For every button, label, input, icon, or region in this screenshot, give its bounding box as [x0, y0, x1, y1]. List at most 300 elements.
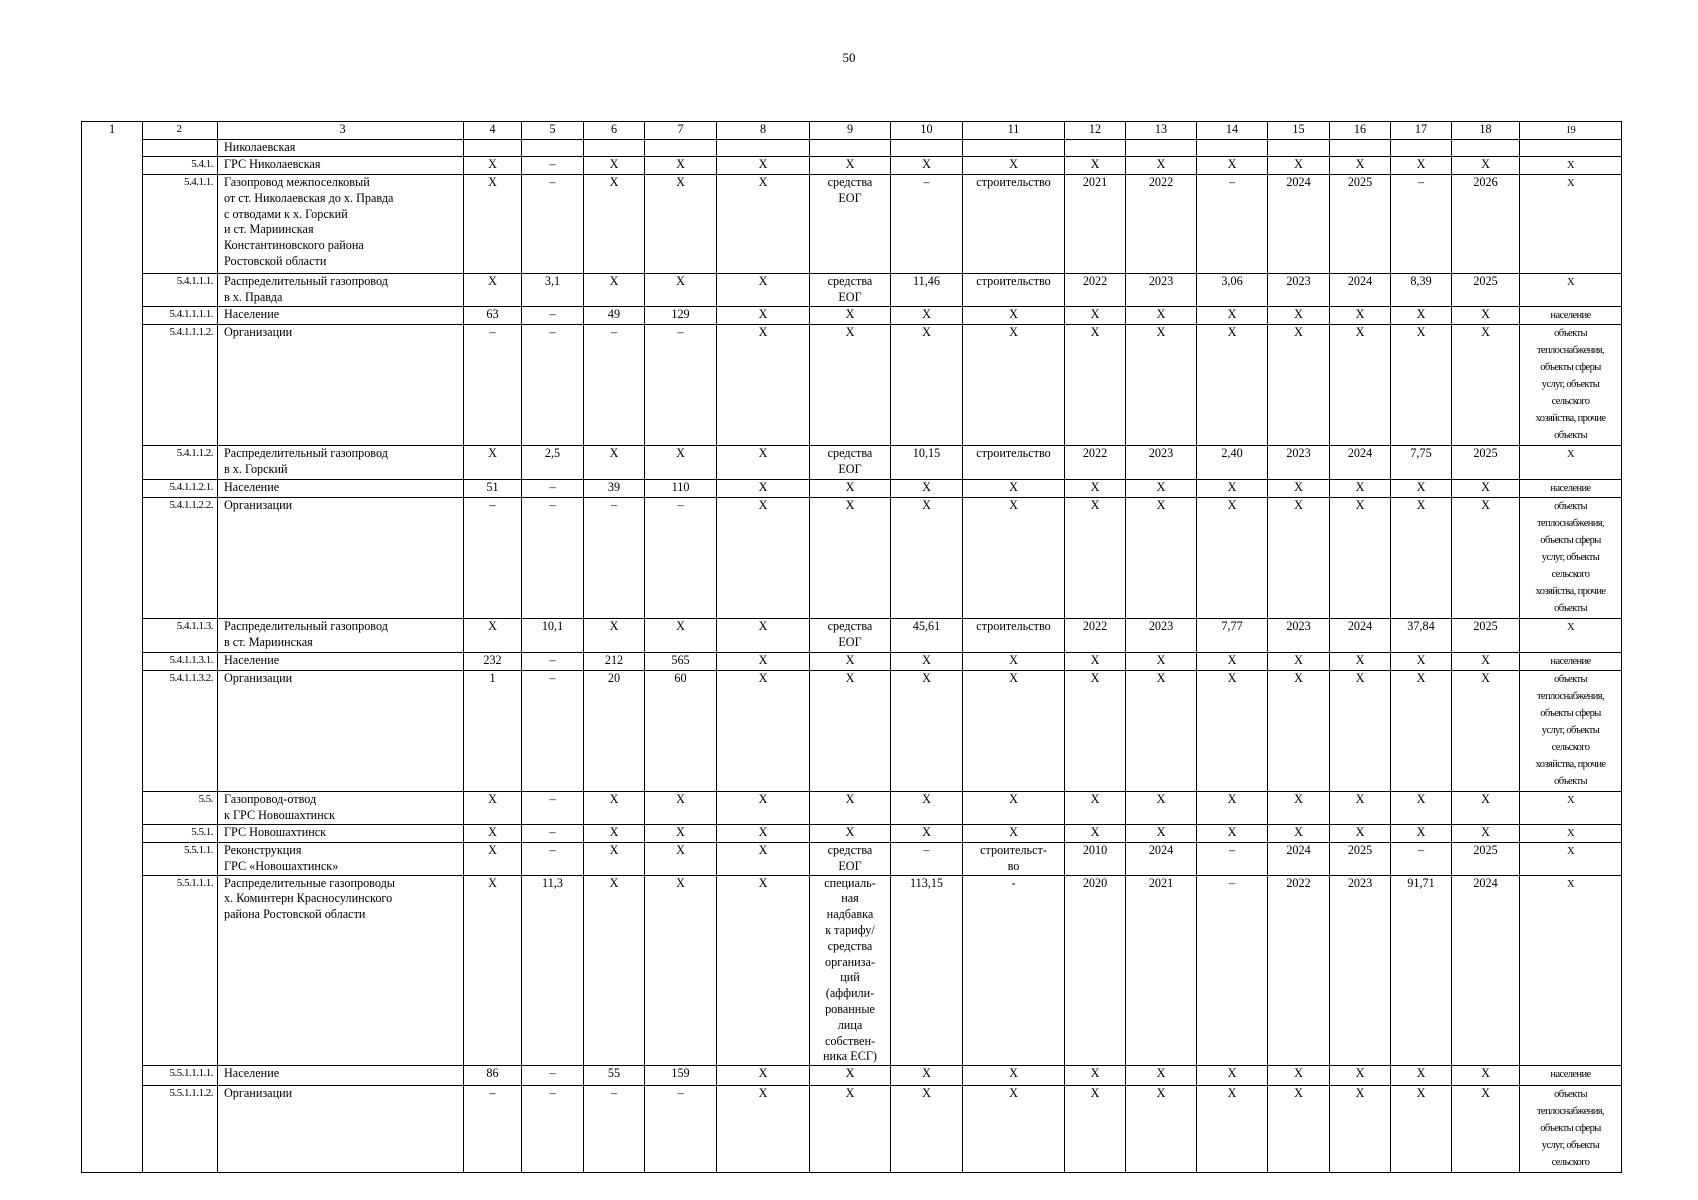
table-cell-col-8: Х [717, 325, 810, 446]
table-cell-col-5: – [522, 157, 584, 175]
table-cell-col-8: Х [717, 480, 810, 498]
table-cell-col-17: Х [1391, 825, 1452, 843]
table-cell-col-5: 11,3 [522, 875, 584, 1066]
row-name: Распределительные газопроводы х. Коминтерн Красносулинского района Ростовской области [218, 875, 464, 1066]
table-cell-col-10 [891, 140, 963, 157]
table-cell-col-13: Х [1126, 157, 1197, 175]
table-cell-col-10: Х [891, 792, 963, 825]
table-cell-col-7: Х [645, 825, 717, 843]
table-cell-col-16: Х [1330, 498, 1391, 619]
header-cell: 7 [645, 122, 717, 140]
table-cell-col-11: строительство [963, 619, 1065, 653]
table-cell-col-19: Х [1520, 175, 1622, 274]
table-cell-col-9: средства ЕОГ [810, 274, 891, 307]
table-cell-col-18: Х [1452, 498, 1520, 619]
header-cell: 2 [143, 122, 218, 140]
table-cell-col-8: Х [717, 274, 810, 307]
table-cell-col-14: – [1197, 175, 1268, 274]
row-name: Организации [218, 1086, 464, 1173]
table-cell-col-5: – [522, 671, 584, 792]
table-cell-col-19: население [1520, 307, 1622, 325]
table-cell-col-9: специаль- ная надбавка к тарифу/ средства организа- ций (аффили- рованные лица собствен- ника ЕСГ) [810, 875, 891, 1066]
table-cell-col-5: – [522, 175, 584, 274]
table-cell-col-14: Х [1197, 325, 1268, 446]
header-row [82, 122, 1622, 140]
table-cell-col-14: Х [1197, 1066, 1268, 1086]
table-cell-col-4: – [464, 325, 522, 446]
table-cell-col-16: Х [1330, 307, 1391, 325]
table-cell-col-16: 2023 [1330, 875, 1391, 1066]
table-cell-col-14: Х [1197, 1086, 1268, 1173]
header-cell: 19 [1520, 122, 1622, 140]
table-cell-col-17: – [1391, 843, 1452, 876]
table-cell-col-15: Х [1268, 825, 1330, 843]
table-cell-col-17: Х [1391, 792, 1452, 825]
table-cell-col-13: Х [1126, 325, 1197, 446]
table-cell-col-13: 2022 [1126, 175, 1197, 274]
table-cell-col-4: 51 [464, 480, 522, 498]
row-number: 5.5.1.1.1.2. [143, 1086, 218, 1173]
section-cell [82, 140, 143, 157]
table-cell-col-6: 212 [584, 653, 645, 671]
header-cell: 12 [1065, 122, 1126, 140]
table-cell-col-14: Х [1197, 671, 1268, 792]
table-cell-col-5: – [522, 653, 584, 671]
section-cell [82, 307, 143, 325]
table-cell-col-4 [464, 140, 522, 157]
table-cell-col-11: строительст- во [963, 843, 1065, 876]
table-cell-col-5: – [522, 792, 584, 825]
row-name: Население [218, 480, 464, 498]
table-cell-col-12: 2022 [1065, 619, 1126, 653]
table-cell-col-11: Х [963, 792, 1065, 825]
table-cell-col-15: 2022 [1268, 875, 1330, 1066]
table-cell-col-6: Х [584, 792, 645, 825]
table-cell-col-7: Х [645, 157, 717, 175]
table-cell-col-5: – [522, 307, 584, 325]
row-number: 5.4.1.1.1.1. [143, 307, 218, 325]
section-cell [82, 843, 143, 876]
table-cell-col-18: Х [1452, 1086, 1520, 1173]
table-cell-col-19: объекты теплоснабжения, объекты сферы услуг, объекты сельского хозяйства, прочие объекты [1520, 325, 1622, 446]
table-cell-col-19 [1520, 140, 1622, 157]
table-cell-col-14: Х [1197, 480, 1268, 498]
table-cell-col-15: Х [1268, 325, 1330, 446]
table-cell-col-16: 2024 [1330, 274, 1391, 307]
table-cell-col-18 [1452, 140, 1520, 157]
table-cell-col-4: Х [464, 825, 522, 843]
table-cell-col-4: 86 [464, 1066, 522, 1086]
table-cell-col-15: Х [1268, 307, 1330, 325]
table-cell-col-9: Х [810, 307, 891, 325]
table-cell-col-17: Х [1391, 307, 1452, 325]
header-cell: 3 [218, 122, 464, 140]
header-cell: 1 [82, 122, 143, 140]
table-cell-col-9: средства ЕОГ [810, 175, 891, 274]
table-row [82, 792, 1622, 825]
table-cell-col-10: Х [891, 1086, 963, 1173]
table-cell-col-16: Х [1330, 825, 1391, 843]
table-cell-col-7: Х [645, 792, 717, 825]
table-cell-col-11: Х [963, 1066, 1065, 1086]
table-cell-col-12: Х [1065, 307, 1126, 325]
table-cell-col-4: Х [464, 875, 522, 1066]
table-cell-col-10: Х [891, 671, 963, 792]
table-cell-col-14: – [1197, 875, 1268, 1066]
table-cell-col-9: средства ЕОГ [810, 843, 891, 876]
header-cell: 16 [1330, 122, 1391, 140]
table-cell-col-8 [717, 140, 810, 157]
section-cell [82, 653, 143, 671]
table-cell-col-18: 2024 [1452, 875, 1520, 1066]
row-number: 5.4.1.1.1.2. [143, 325, 218, 446]
table-cell-col-10: – [891, 843, 963, 876]
row-name: Николаевская [218, 140, 464, 157]
section-cell [82, 175, 143, 274]
table-row [82, 274, 1622, 307]
table-cell-col-17: Х [1391, 1086, 1452, 1173]
table-cell-col-11: строительство [963, 274, 1065, 307]
row-name: Газопровод-отвод к ГРС Новошахтинск [218, 792, 464, 825]
table-cell-col-12: 2022 [1065, 274, 1126, 307]
table-cell-col-13: 2023 [1126, 446, 1197, 480]
row-name: Организации [218, 498, 464, 619]
row-name: Население [218, 653, 464, 671]
table-cell-col-8: Х [717, 653, 810, 671]
table-cell-col-4: 63 [464, 307, 522, 325]
table-cell-col-18: Х [1452, 825, 1520, 843]
table-cell-col-10: Х [891, 325, 963, 446]
table-cell-col-5: – [522, 825, 584, 843]
table-cell-col-18: Х [1452, 653, 1520, 671]
table-cell-col-15: 2023 [1268, 274, 1330, 307]
table-cell-col-19: объекты теплоснабжения, объекты сферы услуг, объекты сельского [1520, 1086, 1622, 1173]
table-cell-col-13: Х [1126, 792, 1197, 825]
table-cell-col-15: Х [1268, 1086, 1330, 1173]
table-cell-col-4: Х [464, 175, 522, 274]
table-cell-col-13: 2023 [1126, 274, 1197, 307]
table-cell-col-15: Х [1268, 792, 1330, 825]
section-cell [82, 157, 143, 175]
table-cell-col-9: Х [810, 1086, 891, 1173]
table-cell-col-17: 37,84 [1391, 619, 1452, 653]
table-cell-col-4: Х [464, 446, 522, 480]
table-cell-col-10: Х [891, 1066, 963, 1086]
table-cell-col-10: 45,61 [891, 619, 963, 653]
section-cell [82, 825, 143, 843]
table-cell-col-18: Х [1452, 1066, 1520, 1086]
table-cell-col-6: 49 [584, 307, 645, 325]
table-cell-col-6: Х [584, 619, 645, 653]
table-cell-col-17: 8,39 [1391, 274, 1452, 307]
header-cell: 9 [810, 122, 891, 140]
table-cell-col-10: Х [891, 653, 963, 671]
table-row [82, 498, 1622, 619]
table-row [82, 619, 1622, 653]
table-cell-col-5: 3,1 [522, 274, 584, 307]
table-cell-col-10: 11,46 [891, 274, 963, 307]
section-cell [82, 619, 143, 653]
table-cell-col-15: Х [1268, 653, 1330, 671]
table-cell-col-11: Х [963, 480, 1065, 498]
table-cell-col-12: Х [1065, 325, 1126, 446]
table-cell-col-6: – [584, 498, 645, 619]
table-cell-col-18: Х [1452, 307, 1520, 325]
page-number: 50 [842, 50, 856, 65]
table-cell-col-16 [1330, 140, 1391, 157]
table-cell-col-19: население [1520, 480, 1622, 498]
table-cell-col-12: Х [1065, 1086, 1126, 1173]
table-cell-col-8: Х [717, 446, 810, 480]
table-cell-col-11 [963, 140, 1065, 157]
table-cell-col-8: Х [717, 175, 810, 274]
row-number: 5.5.1.1.1.1. [143, 1066, 218, 1086]
row-name: Организации [218, 671, 464, 792]
table-cell-col-4: 232 [464, 653, 522, 671]
table-cell-col-18: Х [1452, 671, 1520, 792]
table-cell-col-6: 55 [584, 1066, 645, 1086]
table-cell-col-9: средства ЕОГ [810, 619, 891, 653]
row-name: Реконструкция ГРС «Новошахтинск» [218, 843, 464, 876]
table-cell-col-14: 2,40 [1197, 446, 1268, 480]
table-cell-col-7: 565 [645, 653, 717, 671]
header-cell: 10 [891, 122, 963, 140]
table-cell-col-19: население [1520, 653, 1622, 671]
table-cell-col-12: Х [1065, 653, 1126, 671]
table-cell-col-18: 2025 [1452, 274, 1520, 307]
table-cell-col-8: Х [717, 671, 810, 792]
table-cell-col-7: Х [645, 175, 717, 274]
table-cell-col-10: 10,15 [891, 446, 963, 480]
table-row [82, 140, 1622, 157]
table-cell-col-17: Х [1391, 671, 1452, 792]
table-cell-col-16: 2024 [1330, 446, 1391, 480]
table-row [82, 325, 1622, 446]
table-cell-col-16: Х [1330, 792, 1391, 825]
table-cell-col-17: Х [1391, 325, 1452, 446]
table-cell-col-8: Х [717, 619, 810, 653]
table-cell-col-16: Х [1330, 325, 1391, 446]
table-cell-col-9: средства ЕОГ [810, 446, 891, 480]
table-cell-col-6: 39 [584, 480, 645, 498]
table-cell-col-15: Х [1268, 671, 1330, 792]
table-cell-col-15: 2023 [1268, 619, 1330, 653]
table-cell-col-7: 159 [645, 1066, 717, 1086]
table-cell-col-10: Х [891, 307, 963, 325]
table-cell-col-11: Х [963, 498, 1065, 619]
table-cell-col-9: Х [810, 671, 891, 792]
table-cell-col-18: Х [1452, 157, 1520, 175]
table-cell-col-13: 2024 [1126, 843, 1197, 876]
table-cell-col-18: Х [1452, 325, 1520, 446]
row-name: Распределительный газопровод в ст. Мариинская [218, 619, 464, 653]
row-number: 5.4.1. [143, 157, 218, 175]
table-cell-col-9: Х [810, 480, 891, 498]
table-cell-col-13 [1126, 140, 1197, 157]
table-cell-col-10: – [891, 175, 963, 274]
table-cell-col-12: Х [1065, 498, 1126, 619]
table-cell-col-16: Х [1330, 671, 1391, 792]
table-cell-col-11: Х [963, 1086, 1065, 1173]
table-cell-col-17: Х [1391, 498, 1452, 619]
table-cell-col-7: 60 [645, 671, 717, 792]
section-cell [82, 446, 143, 480]
table-cell-col-16: 2025 [1330, 175, 1391, 274]
table-cell-col-18: Х [1452, 792, 1520, 825]
table-cell-col-8: Х [717, 825, 810, 843]
table-cell-col-4: Х [464, 792, 522, 825]
section-cell [82, 792, 143, 825]
table-cell-col-5 [522, 140, 584, 157]
header-cell: 17 [1391, 122, 1452, 140]
row-number: 5.5. [143, 792, 218, 825]
row-name: Организации [218, 325, 464, 446]
table-cell-col-7: – [645, 498, 717, 619]
table-cell-col-14: Х [1197, 792, 1268, 825]
section-cell [82, 671, 143, 792]
table-cell-col-19: население [1520, 1066, 1622, 1086]
table-cell-col-12: Х [1065, 1066, 1126, 1086]
table-cell-col-7: 110 [645, 480, 717, 498]
table-cell-col-10: Х [891, 498, 963, 619]
table-cell-col-9: Х [810, 325, 891, 446]
table-cell-col-8: Х [717, 157, 810, 175]
table-cell-col-6: Х [584, 446, 645, 480]
section-cell [82, 325, 143, 446]
table-row [82, 671, 1622, 792]
table-row [82, 843, 1622, 876]
table-cell-col-11: строительство [963, 446, 1065, 480]
table-cell-col-5: – [522, 1086, 584, 1173]
table-cell-col-9: Х [810, 157, 891, 175]
table-cell-col-15: 2024 [1268, 843, 1330, 876]
table-row [82, 825, 1622, 843]
table-cell-col-13: Х [1126, 1066, 1197, 1086]
table-cell-col-9: Х [810, 653, 891, 671]
row-number: 5.4.1.1.2.1. [143, 480, 218, 498]
row-name: ГРС Новошахтинск [218, 825, 464, 843]
table-cell-col-17 [1391, 140, 1452, 157]
header-cell: 13 [1126, 122, 1197, 140]
table-cell-col-19: Х [1520, 825, 1622, 843]
table-row [82, 157, 1622, 175]
table-cell-col-6: Х [584, 175, 645, 274]
table-cell-col-7: Х [645, 843, 717, 876]
table-cell-col-6: Х [584, 157, 645, 175]
table-cell-col-4: Х [464, 619, 522, 653]
table-cell-col-19: Х [1520, 619, 1622, 653]
table-cell-col-15: Х [1268, 157, 1330, 175]
table-cell-col-14: Х [1197, 653, 1268, 671]
row-number [143, 140, 218, 157]
table-cell-col-8: Х [717, 792, 810, 825]
table-cell-col-15: Х [1268, 498, 1330, 619]
table-cell-col-17: Х [1391, 653, 1452, 671]
table-cell-col-13: Х [1126, 653, 1197, 671]
table-cell-col-16: Х [1330, 1066, 1391, 1086]
table-cell-col-15 [1268, 140, 1330, 157]
table-cell-col-4: – [464, 498, 522, 619]
section-cell [82, 1086, 143, 1173]
table-cell-col-6: Х [584, 274, 645, 307]
table-row [82, 175, 1622, 274]
table-cell-col-18: 2025 [1452, 619, 1520, 653]
table-cell-col-15: Х [1268, 480, 1330, 498]
section-cell [82, 498, 143, 619]
table-cell-col-9 [810, 140, 891, 157]
table-cell-col-12: Х [1065, 157, 1126, 175]
table-cell-col-8: Х [717, 498, 810, 619]
table-cell-col-5: – [522, 843, 584, 876]
table-row [82, 875, 1622, 1066]
table-cell-col-14: Х [1197, 157, 1268, 175]
table-cell-col-6: – [584, 1086, 645, 1173]
table-cell-col-6 [584, 140, 645, 157]
table-cell-col-11: строительство [963, 175, 1065, 274]
row-number: 5.4.1.1.3.2. [143, 671, 218, 792]
table-cell-col-19: Х [1520, 792, 1622, 825]
table-cell-col-5: – [522, 480, 584, 498]
table-cell-col-11: Х [963, 325, 1065, 446]
table-cell-col-14: Х [1197, 498, 1268, 619]
header-cell: 4 [464, 122, 522, 140]
header-cell: 14 [1197, 122, 1268, 140]
table-cell-col-13: 2023 [1126, 619, 1197, 653]
table-cell-col-17: Х [1391, 480, 1452, 498]
table-cell-col-18: 2025 [1452, 843, 1520, 876]
row-name: ГРС Николаевская [218, 157, 464, 175]
table-cell-col-17: Х [1391, 157, 1452, 175]
table-cell-col-12: 2021 [1065, 175, 1126, 274]
table-row [82, 307, 1622, 325]
table-cell-col-7: – [645, 325, 717, 446]
table-cell-col-18: Х [1452, 480, 1520, 498]
header-cell: 5 [522, 122, 584, 140]
table-cell-col-13: Х [1126, 825, 1197, 843]
table-cell-col-5: – [522, 498, 584, 619]
table-cell-col-8: Х [717, 875, 810, 1066]
table-cell-col-11: Х [963, 825, 1065, 843]
table-cell-col-4: Х [464, 274, 522, 307]
section-cell [82, 1066, 143, 1086]
header-cell: 15 [1268, 122, 1330, 140]
table-cell-col-7: – [645, 1086, 717, 1173]
table-cell-col-17: Х [1391, 1066, 1452, 1086]
header-cell: 11 [963, 122, 1065, 140]
table-cell-col-9: Х [810, 792, 891, 825]
table-cell-col-11: Х [963, 671, 1065, 792]
table-cell-col-9: Х [810, 498, 891, 619]
table-cell-col-8: Х [717, 843, 810, 876]
row-number: 5.4.1.1. [143, 175, 218, 274]
table-cell-col-12: Х [1065, 825, 1126, 843]
table-cell-col-6: Х [584, 843, 645, 876]
table-cell-col-6: Х [584, 875, 645, 1066]
table-cell-col-5: – [522, 325, 584, 446]
table-cell-col-12: Х [1065, 480, 1126, 498]
table-cell-col-6: 20 [584, 671, 645, 792]
table-cell-col-16: Х [1330, 480, 1391, 498]
table-cell-col-19: объекты теплоснабжения, объекты сферы услуг, объекты сельского хозяйства, прочие объекты [1520, 671, 1622, 792]
table-cell-col-12: 2020 [1065, 875, 1126, 1066]
table-row [82, 1086, 1622, 1173]
table-cell-col-4: Х [464, 157, 522, 175]
table-cell-col-4: Х [464, 843, 522, 876]
table-cell-col-19: Х [1520, 875, 1622, 1066]
table-cell-col-15: Х [1268, 1066, 1330, 1086]
section-cell [82, 875, 143, 1066]
table-cell-col-7: 129 [645, 307, 717, 325]
